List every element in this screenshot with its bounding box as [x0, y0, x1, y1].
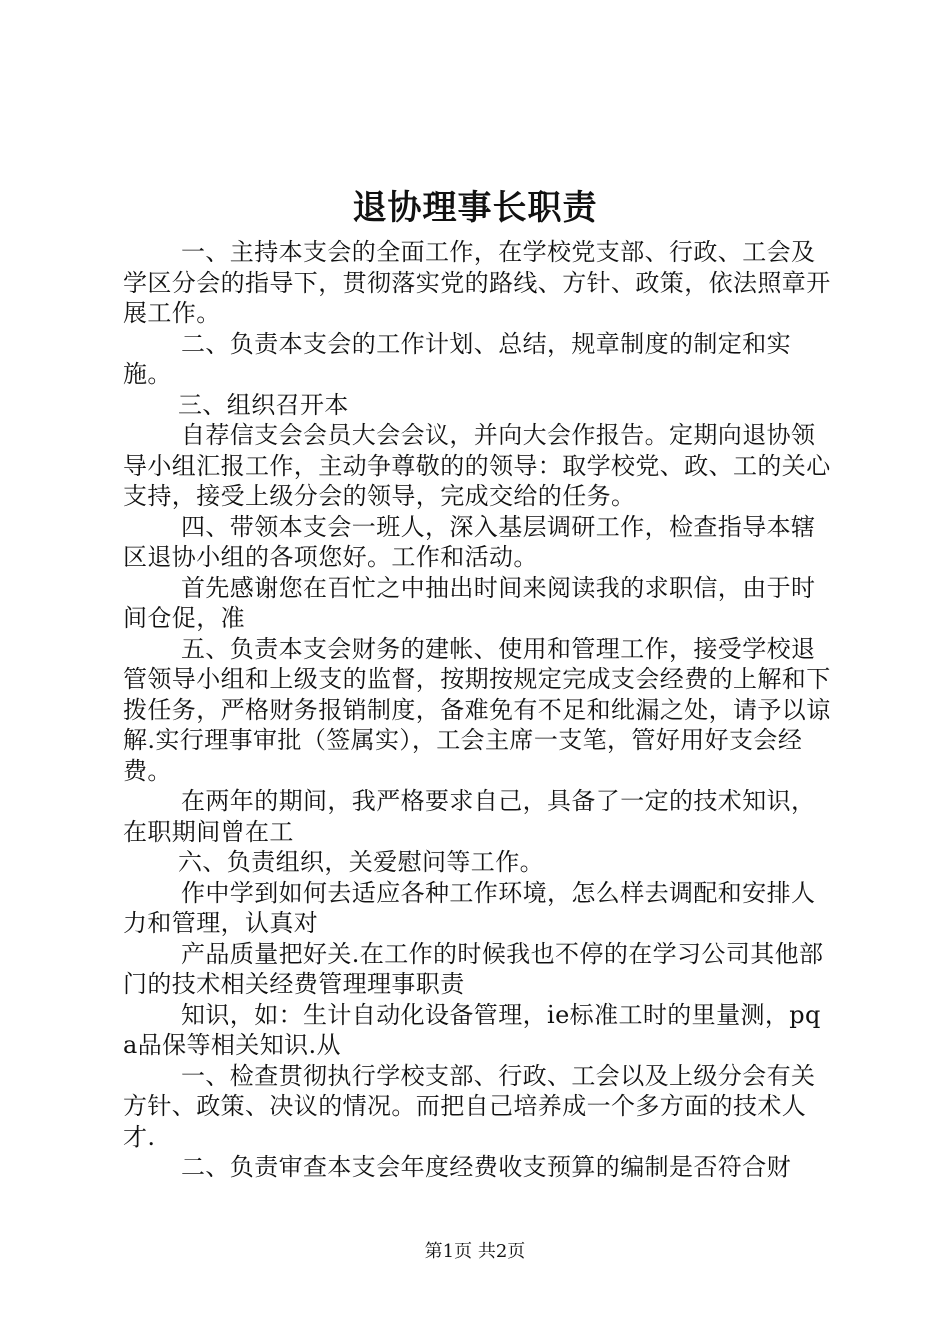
paragraph: 自荐信支会会员大会会议，并向大会作报告。定期向退协领导小组汇报工作，主动争尊敬的的领导：取学校党、政、工的关心支持，接受上级分会的领导，完成交给的任务。 [123, 421, 831, 510]
paragraph: 三、组织召开本 [178, 390, 349, 419]
document-body [123, 237, 835, 1183]
page-footer: 第1页 共2页 [424, 1241, 526, 1262]
paragraph: 二、负责本支会的工作计划、总结，规章制度的制定和实施。 [123, 329, 791, 388]
paragraph: 产品质量把好关.在工作的时候我也不停的在学习公司其他部门的技术相关经费管理理事职责 [123, 939, 824, 998]
paragraph: 二、负责审查本支会年度经费收支预算的编制是否符合财 [181, 1153, 791, 1181]
paragraph: 五、负责本支会财务的建帐、使用和管理工作，接受学校退管领导小组和上级支的监督，按期按规定完成支会经费的上解和下拨任务，严格财务报销制度，备难免有不足和纰漏之处，请予以谅解.实行理事审批（签属实），工会主席一支笔，管好用好支会经费。 [123, 634, 831, 785]
document-title: 退协理事长职责 [352, 188, 598, 228]
paragraph: 在两年的期间，我严格要求自己，具备了一定的技术知识，在职期间曾在工 [123, 787, 816, 846]
paragraph: 一、主持本支会的全面工作，在学校党支部、行政、工会及学区分会的指导下，贯彻落实党的路线、方针、政策，依法照章开展工作。 [123, 238, 831, 327]
paragraph: 四、带领本支会一班人，深入基层调研工作，检查指导本辖区退协小组的各项您好。工作和活动。 [123, 512, 816, 571]
paragraph: 六、负责组织，关爱慰问等工作。 [178, 848, 544, 876]
paragraph: 知识，如：生计自动化设备管理，ie标准工时的里量测，pqa品保等相关知识.从 [123, 1000, 821, 1059]
paragraph: 首先感谢您在百忙之中抽出时间来阅读我的求职信，由于时间仓促，准 [123, 573, 816, 632]
paragraph: 一、检查贯彻执行学校支部、行政、工会以及上级分会有关方针、政策、决议的情况。而把自己培养成一个多方面的技术人才. [123, 1061, 816, 1151]
paragraph: 作中学到如何去适应各种工作环境，怎么样去调配和安排人力和管理，认真对 [123, 878, 816, 937]
